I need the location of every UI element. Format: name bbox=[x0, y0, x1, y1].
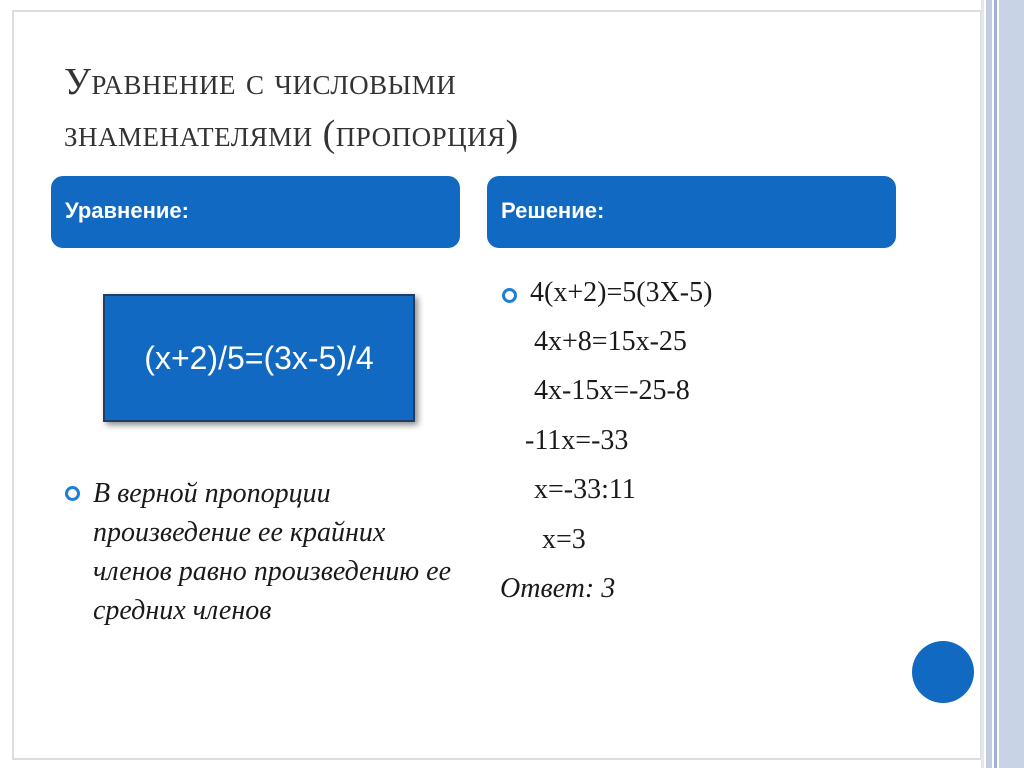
solution-step: x=-33:11 bbox=[534, 474, 636, 505]
solution-step: x=3 bbox=[542, 524, 586, 555]
decor-stripe bbox=[981, 0, 984, 768]
solution-header: Решение: bbox=[487, 176, 896, 248]
title-line-1: Уравнение с числовыми bbox=[64, 61, 457, 103]
equation-box bbox=[103, 294, 415, 422]
equation-text: (x+2)/5=(3x-5)/4 bbox=[144, 339, 374, 376]
rule-text: В верной пропорции произведение ее крайних членов равно произведению ее средних членов bbox=[93, 478, 452, 626]
solution-step: 4(x+2)=5(3X-5) bbox=[530, 277, 713, 308]
solution-step: 4x+8=15x-25 bbox=[534, 326, 687, 357]
bullet-icon bbox=[65, 486, 80, 501]
decor-stripe bbox=[994, 0, 997, 768]
title-line-2: знаменателями (пропорция) bbox=[64, 113, 519, 155]
decor-circle bbox=[912, 641, 974, 703]
solution-step: -11x=-33 bbox=[525, 425, 629, 456]
slide-title bbox=[64, 56, 944, 160]
decor-stripe bbox=[999, 0, 1024, 768]
decor-stripe bbox=[986, 0, 992, 768]
solution-step: 4x-15x=-25-8 bbox=[534, 375, 690, 406]
equation-header: Уравнение: bbox=[51, 176, 460, 248]
answer-text: Ответ: 3 bbox=[500, 573, 616, 604]
bullet-icon bbox=[502, 288, 517, 303]
